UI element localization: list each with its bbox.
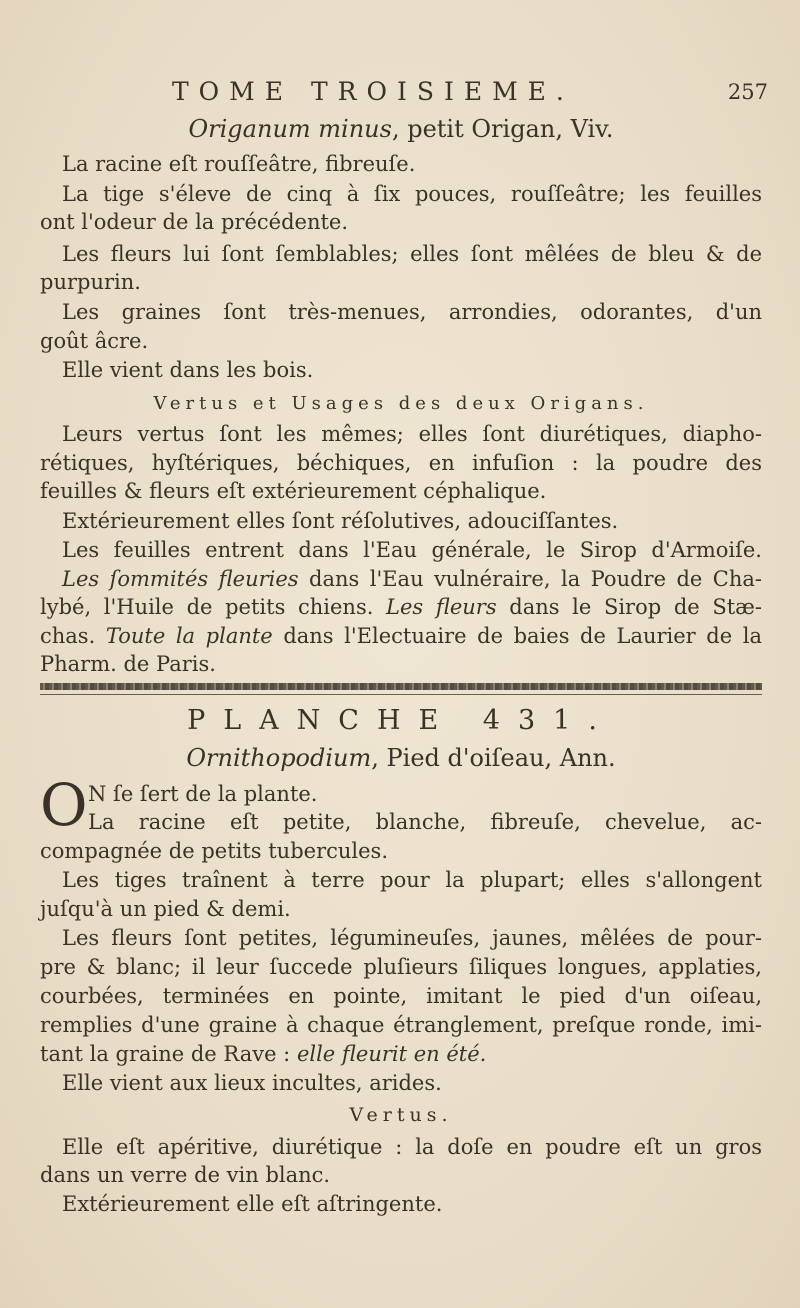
title-rest: , Pied d'oiſeau, Ann. [371, 744, 616, 772]
text-span: dans l'Eau vulnéraire, la Poudre de Cha- [298, 567, 762, 591]
paragraph-line: Extérieurement elles ſont réſolutives, adouciſſantes. [62, 509, 619, 533]
paragraph-line: goût âcre. [40, 329, 149, 353]
section-heading-vertus-usages: Vertus et Usages des deux Origans. [153, 393, 649, 414]
text-span: dans l'Electuaire de baies de Laurier de la [272, 624, 762, 648]
drop-cap: O [40, 771, 88, 839]
paragraph-line: pre & blanc; il leur ſuccede pluſieurs ſiliques longues, applaties, [40, 955, 762, 979]
section-title-origanum [40, 115, 762, 143]
latin-name: Origanum minus [188, 115, 392, 143]
latin-name: Ornithopodium [186, 744, 372, 772]
paragraph-line: Elle vient aux lieux incultes, arides. [62, 1071, 442, 1095]
paragraph-line: Elle eſt apéritive, diurétique : la doſe en poudre eſt un gros [62, 1135, 762, 1159]
paragraph-line: Les graines ſont très-menues, arrondies, odorantes, d'un [62, 300, 762, 324]
paragraph-line: Extérieurement elle eſt aſtringente. [62, 1192, 443, 1216]
header-title: TOME TROISIEME. [172, 77, 574, 106]
italic-phrase: Les ſommités fleuries [62, 567, 299, 591]
paragraph-line: rétiques, hyſtériques, béchiques, en infuſion : la poudre des [40, 451, 762, 475]
section-title-ornithopodium [40, 744, 762, 772]
paragraph-line: remplies d'une graine à chaque étranglement, preſque ronde, imi- [40, 1013, 762, 1037]
paragraph-line: La racine eſt petite, blanche, fibreuſe, chevelue, ac- [88, 810, 762, 834]
text-span: chas. [40, 624, 106, 648]
paragraph-line: N ſe ſert de la plante. [88, 782, 318, 806]
paragraph-line [40, 622, 762, 650]
ornamental-rule [40, 683, 762, 690]
paragraph-line: juſqu'à un pied & demi. [40, 897, 291, 921]
paragraph-line: dans un verre de vin blanc. [40, 1163, 331, 1187]
page-number: 257 [727, 80, 768, 104]
paragraph-line [62, 565, 762, 593]
text-span: tant la graine de Rave : [40, 1042, 297, 1066]
paragraph-line: ont l'odeur de la précédente. [40, 210, 349, 234]
text-span: dans le Sirop de Stæ- [496, 595, 762, 619]
paragraph-line [40, 593, 762, 621]
paragraph-line: Les tiges traînent à terre pour la plupart; elles s'allongent [62, 868, 762, 892]
paragraph-line: Leurs vertus ſont les mêmes; elles ſont diurétiques, diapho- [62, 422, 762, 446]
title-rest: , petit Origan, Viv. [391, 115, 614, 143]
paragraph-line: Les fleurs lui ſont ſemblables; elles ſont mêlées de bleu & de [62, 242, 762, 266]
paragraph-line [40, 1040, 762, 1068]
section-heading-vertus: Vertus. [349, 1104, 453, 1126]
paragraph-line: feuilles & fleurs eſt extérieurement céphalique. [40, 479, 547, 503]
paragraph-line: compagnée de petits tubercules. [40, 839, 388, 863]
planche-heading: PLANCHE 431. [187, 705, 615, 736]
divider-line [40, 694, 762, 695]
paragraph-line: La racine eſt rouſſeâtre, fibreuſe. [62, 152, 416, 176]
italic-phrase: elle fleurit en été. [296, 1042, 487, 1066]
running-header [172, 78, 768, 107]
paragraph-line: Les fleurs ſont petites, légumineuſes, jaunes, mêlées de pour- [62, 926, 762, 950]
paragraph-line: purpurin. [40, 270, 141, 294]
paragraph-line: courbées, terminées en pointe, imitant le pied d'un oiſeau, [40, 984, 762, 1008]
paragraph-line: Pharm. de Paris. [40, 652, 216, 676]
italic-phrase: Les fleurs [386, 595, 497, 619]
paragraph-line: Les feuilles entrent dans l'Eau générale, le Sirop d'Armoiſe. [62, 538, 762, 562]
italic-phrase: Toute la plante [105, 624, 273, 648]
paragraph-line: La tige s'éleve de cinq à ſix pouces, rouſſeâtre; les feuilles [62, 182, 762, 206]
text-span: lybé, l'Huile de petits chiens. [40, 595, 387, 619]
paragraph-line: Elle vient dans les bois. [62, 358, 314, 382]
